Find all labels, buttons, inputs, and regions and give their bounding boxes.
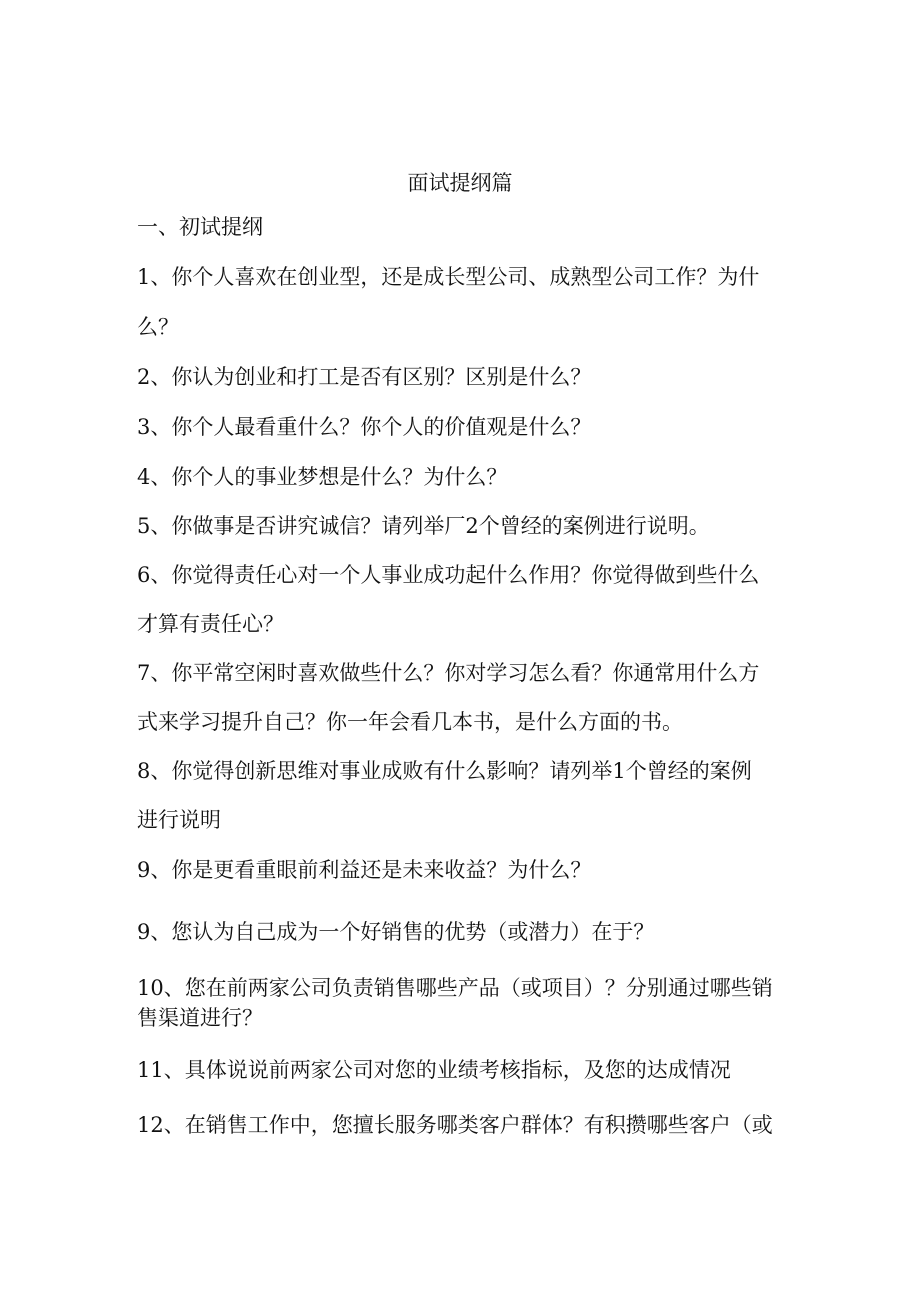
- question-line: 1、你个人喜欢在创业型，还是成长型公司、成熟型公司工作？为什: [137, 265, 760, 289]
- question-line: 8、你觉得创新思维对事业成败有什么影响？请列举1个曾经的案例: [137, 759, 752, 783]
- question-line: 进行说明: [137, 808, 221, 832]
- question-line: 4、你个人的事业梦想是什么？为什么？: [137, 465, 508, 489]
- question-line: 售渠道进行？: [137, 1006, 263, 1030]
- question-line: 式来学习提升自己？你一年会看几本书，是什么方面的书。: [137, 710, 683, 734]
- question-line: 2、你认为创业和打工是否有区别？区别是什么？: [137, 365, 592, 389]
- question-line: 7、你平常空闲时喜欢做些什么？你对学习怎么看？你通常用什么方: [137, 661, 760, 685]
- question-line: 么？: [137, 315, 179, 339]
- question-line: 5、你做事是否讲究诚信？请列举厂2个曾经的案例进行说明。: [137, 514, 710, 538]
- question-line: 9、您认为自己成为一个好销售的优势（或潜力）在于？: [137, 920, 655, 944]
- question-line: 10、您在前两家公司负责销售哪些产品（或项目）？分别通过哪些销: [137, 976, 773, 1000]
- section-heading: 一、初试提纲: [137, 215, 263, 239]
- question-line: 12、在销售工作中，您擅长服务哪类客户群体？有积攒哪些客户（或: [137, 1113, 773, 1137]
- question-line: 3、你个人最看重什么？你个人的价值观是什么？: [137, 415, 592, 439]
- question-line: 9、你是更看重眼前利益还是未来收益？为什么？: [137, 858, 592, 882]
- question-line: 11、具体说说前两家公司对您的业绩考核指标，及您的达成情况: [137, 1058, 731, 1082]
- question-line: 6、你觉得责任心对一个人事业成功起什么作用？你觉得做到些什么: [137, 563, 760, 587]
- document-title: 面试提纲篇: [407, 171, 513, 195]
- question-line: 才算有责任心？: [137, 612, 284, 636]
